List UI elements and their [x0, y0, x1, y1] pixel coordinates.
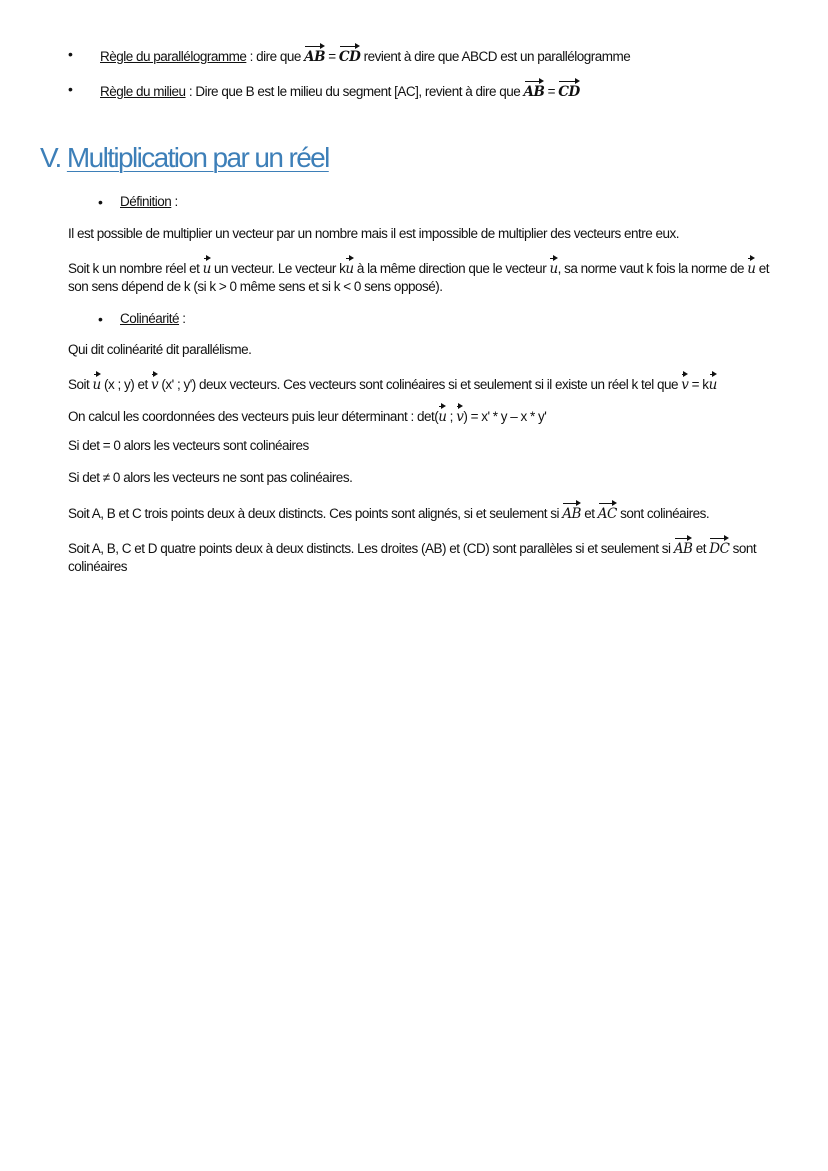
text: sont — [729, 541, 757, 556]
colinearity-paragraph-4: Si det = 0 alors les vecteurs sont colinéaires — [68, 438, 309, 453]
text: Soit k un nombre réel et — [68, 261, 203, 276]
definition-heading — [120, 193, 178, 211]
vector-ab: AB — [304, 45, 325, 66]
colinearity-heading — [120, 310, 186, 328]
vector-dc: DC — [709, 537, 729, 558]
equals-sign: = — [325, 49, 339, 64]
text: On calcul les coordonnées des vecteurs puis leur déterminant : det( — [68, 409, 439, 424]
vector-u: u — [203, 257, 211, 278]
vector-ac: AC — [598, 502, 617, 523]
text: ; — [446, 409, 457, 424]
colinearity-paragraph-7 — [68, 537, 798, 576]
vector-u: u — [345, 257, 353, 278]
text: son sens dépend de k (si k > 0 même sens et si k < 0 sens opposé). — [68, 279, 443, 294]
colinearity-paragraph-5: Si det ≠ 0 alors les vecteurs ne sont pas colinéaires. — [68, 470, 353, 485]
text: = k — [688, 377, 709, 392]
rule-text: revient à dire que ABCD est un parallélogramme — [360, 49, 631, 64]
vector-v: v — [456, 405, 463, 426]
bullet-icon: • — [98, 311, 103, 327]
text: Soit A, B, C et D quatre points deux à deux distincts. Les droites (AB) et (CD) sont parallèles si et seulement si — [68, 541, 674, 556]
colon: : — [171, 194, 178, 209]
vector-u: u — [93, 373, 101, 394]
rule-text: : Dire que B est le milieu du segment [AC], revient à dire que — [185, 84, 524, 99]
vector-ab: AB — [674, 537, 693, 558]
section-heading — [40, 142, 329, 174]
vector-u: u — [747, 257, 755, 278]
section-title: Multiplication par un réel — [66, 142, 329, 173]
text: et — [755, 261, 769, 276]
text: (x ; y) et — [100, 377, 151, 392]
text: Soit A, B et C trois points deux à deux distincts. Ces points sont alignés, si et seulement si — [68, 506, 563, 521]
text: et — [580, 506, 598, 521]
midpoint-rule-label: Règle du milieu — [100, 84, 186, 99]
text: et — [692, 541, 710, 556]
parallelogram-rule-label: Règle du parallélogramme — [100, 49, 247, 64]
vector-cd: CD — [558, 80, 579, 101]
vector-ab: AB — [562, 502, 581, 523]
rule-text: : dire que — [246, 49, 305, 64]
definition-label: Définition — [120, 194, 172, 209]
vector-u: u — [438, 405, 446, 426]
vector-v: v — [151, 373, 158, 394]
vector-ab: AB — [524, 80, 545, 101]
equals-sign: = — [544, 84, 559, 99]
definition-paragraph-2 — [68, 257, 798, 296]
vector-cd: CD — [339, 45, 360, 66]
text: sont colinéaires. — [616, 506, 710, 521]
text: , sa norme vaut k fois la norme de — [557, 261, 748, 276]
colinearity-label: Colinéarité — [120, 311, 180, 326]
bullet-icon: • — [98, 194, 103, 210]
colinearity-paragraph-6 — [68, 502, 798, 523]
vector-u: u — [549, 257, 557, 278]
text: colinéaires — [68, 559, 128, 574]
colon: : — [179, 311, 186, 326]
vector-v: v — [681, 373, 688, 394]
bullet-icon: • — [68, 46, 73, 62]
text: ) = x' * y – x * y' — [463, 409, 547, 424]
colinearity-paragraph-1: Qui dit colinéarité dit parallélisme. — [68, 342, 252, 357]
midpoint-rule — [100, 80, 580, 101]
text: Soit — [68, 377, 93, 392]
colinearity-paragraph-2 — [68, 373, 798, 394]
colinearity-paragraph-3 — [68, 405, 798, 426]
parallelogram-rule — [100, 45, 630, 66]
definition-paragraph-1: Il est possible de multiplier un vecteur par un nombre mais il est impossible de multiplier des vecteurs entre eux. — [68, 226, 680, 241]
section-number: V. — [40, 142, 67, 173]
bullet-icon: • — [68, 81, 73, 97]
text: (x' ; y') deux vecteurs. Ces vecteurs sont colinéaires si et seulement si il existe un réel k tel que — [158, 377, 682, 392]
text: un vecteur. Le vecteur k — [210, 261, 346, 276]
text: à la même direction que le vecteur — [353, 261, 550, 276]
vector-u: u — [709, 373, 717, 394]
